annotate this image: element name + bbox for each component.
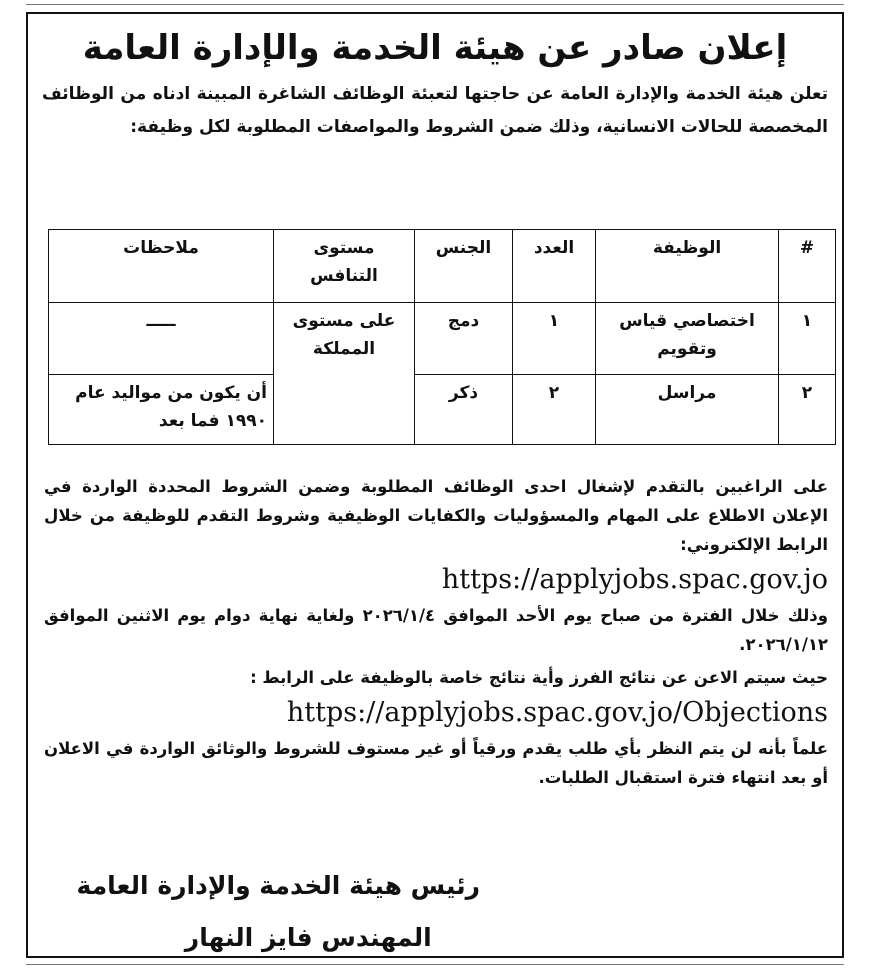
header-gender: الجنس: [415, 230, 513, 303]
header-number: #: [779, 230, 836, 303]
row-gender: دمج: [415, 303, 513, 375]
objections-link[interactable]: https://applyjobs.spac.gov.jo/Objections: [286, 697, 828, 728]
header-count: العدد: [513, 230, 596, 303]
table-row: [49, 375, 836, 445]
row-count: ٢: [513, 375, 596, 445]
bottom-rule: [26, 964, 844, 965]
row-job: اختصاصي قياس وتقويم: [596, 303, 779, 375]
results-paragraph: حيث سيتم الاعن عن نتائج الفرز وأية نتائج خاصة بالوظيفة على الرابط :: [250, 668, 828, 687]
period-paragraph: وذلك خلال الفترة من صباح يوم الأحد الموافق ٢٠٢٦/١/٤ ولغاية نهاية دوام يوم الاثنين الموافق ٢٠٢٦/١/١٢.: [44, 606, 828, 654]
row-number: ١: [779, 303, 836, 375]
application-paragraph: على الراغبين بالتقدم لإشغال احدى الوظائف المطلوبة وضمن الشروط المحددة الواردة في الإعلان الاطلاع على المهام والمسؤوليات والكفايات الوظيفية وشروط التقدم للوظيفة من خلال الرابط الإلكتروني:: [44, 477, 828, 554]
row-competition-level: على مستوى المملكة: [274, 303, 415, 445]
top-rule: [26, 4, 844, 5]
header-notes: ملاحظات: [49, 230, 274, 303]
jobs-table: [48, 229, 836, 445]
table-row: [49, 303, 836, 375]
table-header-row: [49, 230, 836, 303]
row-notes: أن يكون من مواليد عام ١٩٩٠ فما بعد: [49, 375, 274, 445]
row-gender: ذكر: [415, 375, 513, 445]
note-paragraph: علماً بأنه لن يتم النظر بأي طلب يقدم ورقياً أو غير مستوف للشروط والوثائق الواردة في الاعلان أو بعد انتهاء فترة استقبال الطلبات.: [44, 739, 828, 787]
signature-block: [77, 860, 480, 964]
row-notes: ـــــ: [49, 303, 274, 375]
announcement-title: إعلان صادر عن هيئة الخدمة والإدارة العامة: [82, 28, 788, 68]
row-count: ١: [513, 303, 596, 375]
row-number: ٢: [779, 375, 836, 445]
row-job: مراسل: [596, 375, 779, 445]
announcement-body: [44, 472, 828, 792]
header-job: الوظيفة: [596, 230, 779, 303]
apply-link[interactable]: https://applyjobs.spac.gov.jo: [441, 564, 828, 595]
header-competition-level: مستوى التنافس: [274, 230, 415, 303]
signature-title: رئيس هيئة الخدمة والإدارة العامة: [76, 871, 480, 900]
intro-paragraph: تعلن هيئة الخدمة والإدارة العامة عن حاجتها لتعبئة الوظائف الشاغرة المبينة ادناه من الوظائف المخصصة للحالات الانسانية، وذلك ضمن الشروط والمواصفات المطلوبة لكل وظيفة:: [42, 84, 828, 137]
signature-name: المهندس فايز النهار: [184, 923, 432, 952]
announcement-frame: [26, 12, 844, 958]
